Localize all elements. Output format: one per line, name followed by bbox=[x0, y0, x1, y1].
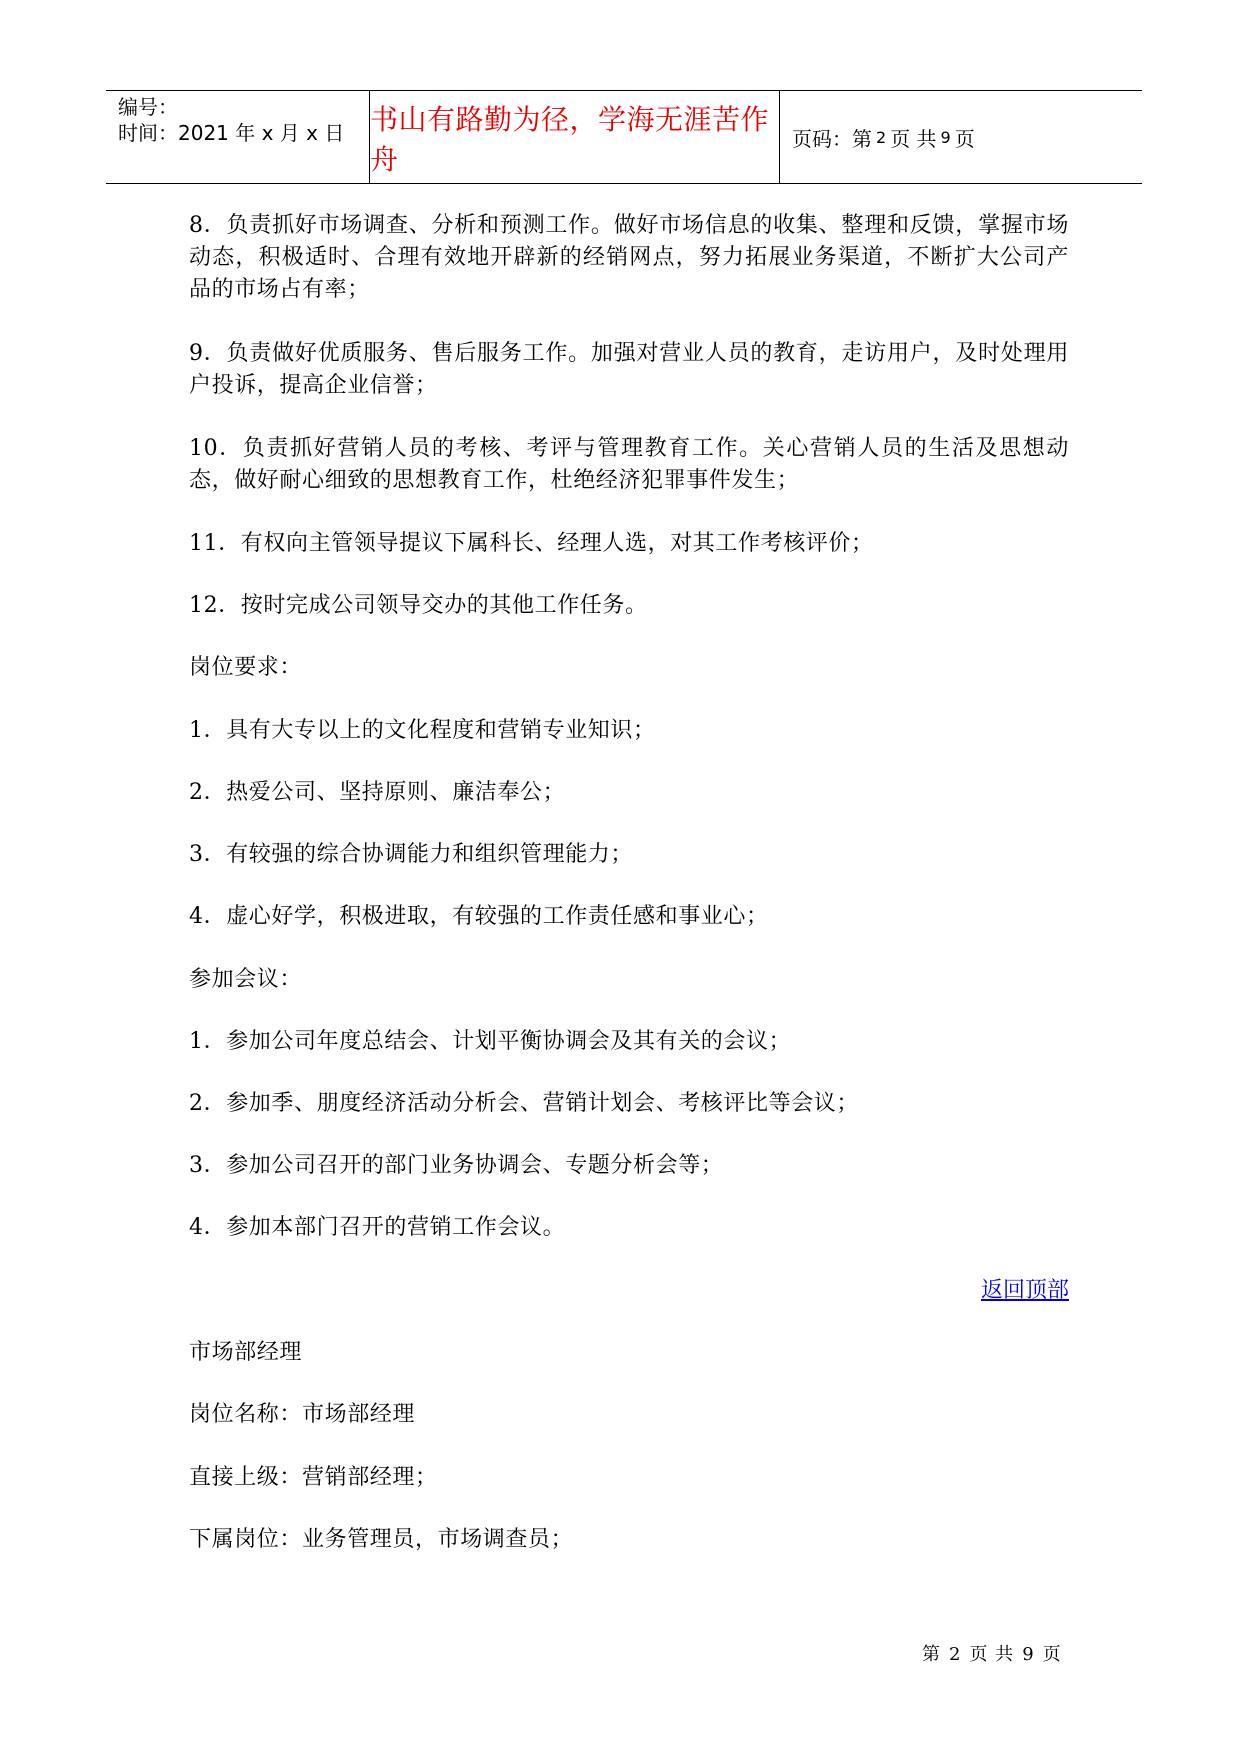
requirements-heading: 岗位要求： bbox=[189, 655, 303, 680]
document-time-label: 时间：2021 年 x 月 x 日 bbox=[118, 121, 345, 145]
duty-item-11: 11．有权向主管领导提议下属科长、经理人选，对其工作考核评价； bbox=[189, 531, 874, 556]
document-number-label: 编号： bbox=[118, 95, 178, 119]
meeting-item-1: 1．参加公司年度总结会、计划平衡协调会及其有关的会议； bbox=[189, 1029, 792, 1054]
page-header bbox=[106, 90, 1142, 184]
meeting-item-2: 2．参加季、朋度经济活动分析会、营销计划会、考核评比等会议； bbox=[189, 1091, 859, 1116]
duty-item-12: 12．按时完成公司领导交办的其他工作任务。 bbox=[189, 593, 648, 618]
meeting-item-4: 4．参加本部门召开的营销工作会议。 bbox=[189, 1215, 566, 1240]
requirement-item-2: 2．热爱公司、坚持原则、廉洁奉公； bbox=[189, 780, 566, 805]
page-footer bbox=[918, 1640, 1066, 1666]
header-page-total: 9 bbox=[940, 127, 951, 147]
footer-page-current: 2 bbox=[949, 1644, 962, 1665]
duty-item-9: 9．负责做好优质服务、售后服务工作。加强对营业人员的教育，走访用户，及时处理用户投诉，提高企业信誉； bbox=[189, 341, 1069, 398]
header-meta-cell bbox=[106, 91, 370, 183]
header-page-mid: 页 共 bbox=[890, 126, 937, 151]
direct-superior: 直接上级：营销部经理； bbox=[189, 1465, 438, 1490]
footer-page-suffix: 页 bbox=[1042, 1644, 1062, 1665]
header-page-current: 2 bbox=[876, 127, 887, 147]
subordinate-posts: 下属岗位：业务管理员，市场调查员； bbox=[189, 1527, 574, 1552]
footer-page-mid: 页 共 bbox=[969, 1644, 1015, 1665]
footer-page-prefix: 第 bbox=[922, 1644, 941, 1665]
footer-page-total: 9 bbox=[1022, 1644, 1035, 1665]
duty-item-10: 10．负责抓好营销人员的考核、考评与管理教育工作。关心营销人员的生活及思想动态，做好耐心细致的思想教育工作，杜绝经济犯罪事件发生； bbox=[189, 436, 1069, 493]
meeting-item-3: 3．参加公司召开的部门业务协调会、专题分析会等； bbox=[189, 1153, 724, 1178]
back-to-top-link[interactable]: 返回顶部 bbox=[980, 1278, 1069, 1303]
duty-item-8: 8．负责抓好市场调查、分析和预测工作。做好市场信息的收集、整理和反馈，掌握市场动态，积极适时、合理有效地开辟新的经销网点，努力拓展业务渠道，不断扩大公司产品的市场占有率； bbox=[189, 213, 1069, 302]
header-page-suffix: 页 bbox=[954, 126, 975, 151]
section-title: 市场部经理 bbox=[189, 1340, 303, 1365]
meetings-heading: 参加会议： bbox=[189, 967, 303, 992]
requirement-item-3: 3．有较强的综合协调能力和组织管理能力； bbox=[189, 842, 633, 867]
header-page-indicator bbox=[780, 91, 1142, 183]
requirement-item-1: 1．具有大专以上的文化程度和营销专业知识； bbox=[189, 718, 656, 743]
header-page-prefix: 页码：第 bbox=[792, 126, 872, 151]
header-motto: 书山有路勤为径，学海无涯苦作舟 bbox=[370, 91, 780, 183]
post-name: 岗位名称：市场部经理 bbox=[189, 1402, 416, 1427]
requirement-item-4: 4．虚心好学，积极进取，有较强的工作责任感和事业心； bbox=[189, 904, 769, 929]
